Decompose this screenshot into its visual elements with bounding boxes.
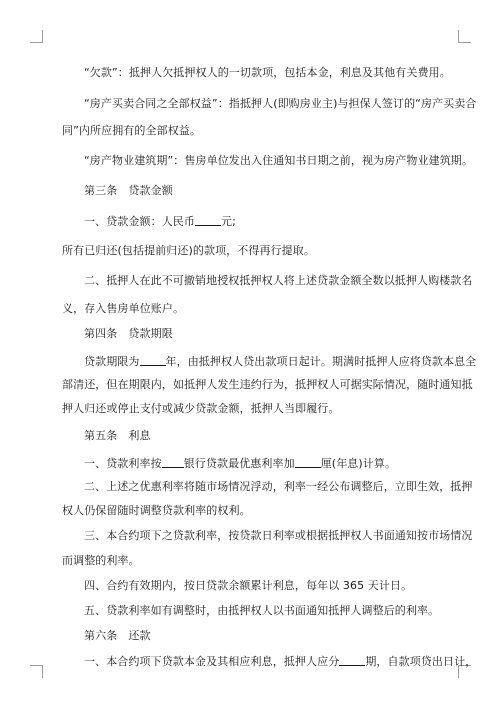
- loan-term-clause-line-1: [84, 354, 476, 369]
- installments-blank: [339, 654, 365, 666]
- floating-rate-clause-line-2: 权人仍保留随时调整贷款利率的权利。: [62, 504, 251, 517]
- loan-amount-unit: 元;: [221, 215, 236, 228]
- interest-rate-text-mid: 银行贷款最优惠利率加: [183, 457, 295, 470]
- loan-term-blank: [140, 354, 166, 366]
- repayment-text: 一、本合约项下贷款本金及其相应利息，抵押人应分: [84, 655, 340, 668]
- article-3-heading: 第三条 贷款金额: [84, 184, 173, 197]
- rate-margin-blank: [295, 456, 321, 468]
- floating-rate-clause-line-1: 二、上述之优惠利率将随市场情况浮动，利率一经公布调整后，立即生效，抵押: [84, 480, 473, 493]
- loan-amount-text: 一、贷款金额：人民币: [84, 215, 195, 228]
- definition-construction-period: “房产物业建筑期”：售房单位发出入住通知书日期之前，视为房产物业建筑期。: [84, 154, 473, 167]
- authorization-clause-line-1: 二、抵押人在此不可撤销地授权抵押权人将上述贷款金额全数以抵押人购楼款名: [84, 274, 473, 287]
- authorization-clause-line-2: 义，存入售房单位账户。: [62, 302, 185, 315]
- interest-rate-clause: [84, 456, 396, 471]
- interest-rate-text: 一、贷款利率按: [84, 457, 162, 470]
- loan-amount-clause: [84, 214, 236, 229]
- loan-term-clause-line-2: 部清还，但在期限内，如抵押人发生违约行为，抵押权人可据实际情况，随时通知抵: [62, 378, 473, 391]
- article-5-heading: 第五条 利息: [84, 429, 151, 442]
- definition-contract-rights-line-1: “房产买卖合同之全部权益”：指抵押人(即购房业主)与担保人签订的“房产买卖合: [84, 97, 477, 110]
- applicable-rate-clause-line-1: 三、本合约项下之贷款利率，按贷款日利率或根据抵押权人书面通知按市场情况: [84, 529, 473, 542]
- repayment-clause: [84, 654, 476, 669]
- applicable-rate-clause-line-2: 而调整的利率。: [62, 554, 140, 567]
- loan-term-text-cont: 年，由抵押权人贷出款项日起计。期满时抵押人应将贷款本息全: [165, 355, 477, 368]
- bank-name-blank: [162, 456, 184, 468]
- interest-rate-text-end: 厘(年息)计算。: [320, 457, 397, 470]
- article-4-heading: 第四条 贷款期限: [84, 327, 173, 340]
- repaid-amounts-clause: 所有已归还(包括提前归还)的款项，不得再行提取。: [62, 244, 315, 257]
- definition-contract-rights-line-2: 同”内所应拥有的全部权益。: [62, 124, 201, 137]
- loan-term-clause-line-3: 押人归还或停止支付或减少贷款金额，抵押人当即履行。: [62, 402, 340, 415]
- loan-amount-blank: [195, 214, 221, 226]
- loan-term-text: 贷款期限为: [84, 355, 140, 368]
- rate-adjustment-notice-clause: 五、贷款利率如有调整时，由抵押权人以书面通知抵押人调整后的利率。: [84, 604, 440, 617]
- article-6-heading: 第六条 还款: [84, 629, 151, 642]
- daily-interest-clause: 四、合约有效期内，按日贷款余额累计利息，每年以 365 天计日。: [84, 579, 413, 592]
- definition-arrears: “欠款”：抵押人欠抵押权人的一切款项，包括本金，利息及其他有关费用。: [84, 66, 451, 79]
- repayment-text-cont: 期，自款项贷出日计，: [365, 655, 477, 668]
